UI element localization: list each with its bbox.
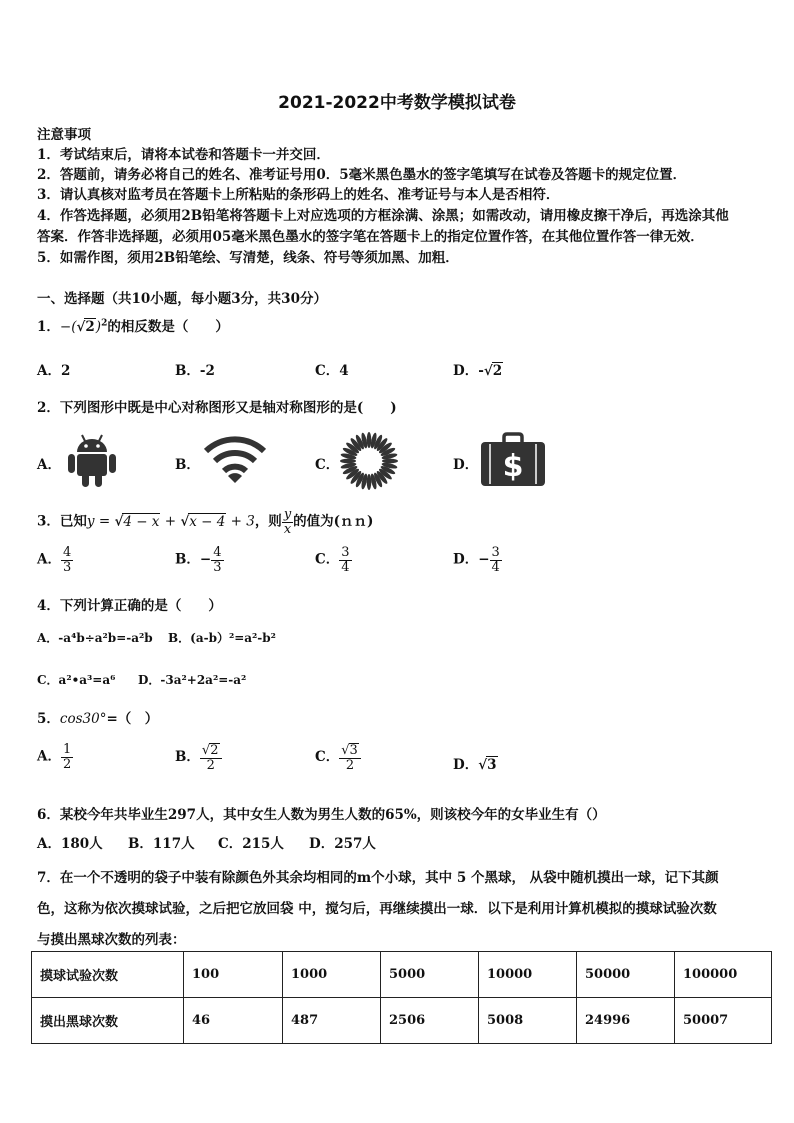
q6-option-b: B．117人 xyxy=(128,836,195,852)
q3-plus: + xyxy=(160,513,181,530)
notice-item: 答案．作答非选择题，必须用05毫米黑色墨水的签字笔在答题卡上的指定位置作答，在其他位置作答一律无效． xyxy=(37,229,704,245)
q3-option-c: C． $\frac{3}{4}$ xyxy=(315,545,350,575)
notice-item: 4．作答选择题，必须用2B铅笔将答题卡上对应选项的方框涂满、涂黑；如需改动，请用橡皮擦干净后，再选涂其他 xyxy=(37,208,729,224)
table-cell: 摸出黑球次数 xyxy=(32,998,184,1044)
table-cell: 487 xyxy=(283,998,381,1044)
q3-y: y xyxy=(86,513,95,530)
question-5: 5．cos30°=（ ） xyxy=(37,711,159,727)
trial-table xyxy=(31,951,772,1044)
table-cell: 46 xyxy=(184,998,283,1044)
q1-option-a: A．2 xyxy=(37,363,71,379)
q3-fraction: $\frac{y}{x}$ xyxy=(283,507,292,537)
svg-text:$: $ xyxy=(502,449,524,484)
q1-option-b: B．-2 xyxy=(175,363,215,379)
sunburst-ray xyxy=(367,474,372,490)
q3-option-d: D．− $\frac{3}{4}$ xyxy=(453,545,500,575)
notice-heading: 注意事项 xyxy=(37,127,91,143)
q1-suffix: ) xyxy=(95,319,102,335)
q5-option-a: A． $\frac{1}{2}$ xyxy=(37,742,72,772)
q3-then: ，则 xyxy=(254,513,282,530)
table-cell: 50007 xyxy=(675,998,772,1044)
q6-option-a: A．180人 xyxy=(37,836,103,852)
table-cell: 24996 xyxy=(577,998,675,1044)
q1-tail: 的相反数是（ ） xyxy=(107,319,229,335)
table-row xyxy=(32,998,772,1044)
table-cell: 100000 xyxy=(675,952,772,998)
sunburst-ray xyxy=(367,432,372,448)
q5-option-d: D．√3 xyxy=(453,757,497,773)
q2-option-a: A． xyxy=(37,457,61,473)
page-title: 2021-2022中考数学模拟试卷 xyxy=(278,93,516,113)
table-cell: 100 xyxy=(184,952,283,998)
question-1: 1．$-(√2)^2$的相反数是（ ） xyxy=(37,318,229,335)
table-row xyxy=(32,952,772,998)
dollar-briefcase-icon xyxy=(480,432,546,487)
question-3: 3．已知y = √4 − x + √x − 4 + 3，则 $\frac{y}{x}$ 的值为(ｎｎ) xyxy=(37,507,374,537)
q1-option-d: D．-√2 xyxy=(453,363,503,379)
wifi-icon xyxy=(202,433,268,485)
q5-expr: cos30° xyxy=(59,711,107,727)
q3-tail: 的值为(ｎｎ) xyxy=(293,513,374,530)
q4-option-a: A．-a⁴b÷a²b=-a²b xyxy=(37,631,153,645)
question-2: 2．下列图形中既是中心对称图形又是轴对称图形的是( ) xyxy=(37,400,397,416)
q2-option-c: C． xyxy=(315,457,340,473)
q5-option-b: B． $\frac{√2}{2}$ xyxy=(175,743,222,772)
notice-item: 1．考试结束后，请将本试卷和答题卡一并交回． xyxy=(37,147,330,163)
question-7-line: 色，这称为依次摸球试验，之后把它放回袋 中，搅匀后，再继续摸出一球．以下是利用计算机模拟的摸球试验次数 xyxy=(37,901,717,917)
q5-option-c: C． $\frac{√3}{2}$ xyxy=(315,743,361,772)
sunburst-ring-icon xyxy=(338,430,400,492)
q1-prefix: −( xyxy=(59,319,77,335)
q3-radicand-2: x − 4 xyxy=(189,513,226,530)
q4-option-c: C．a²•a³=a⁶ xyxy=(37,673,116,687)
q1-number: 1． xyxy=(37,319,60,335)
table-cell: 2506 xyxy=(381,998,479,1044)
table-cell: 10000 xyxy=(479,952,577,998)
section-heading: 一、选择题（共10小题，每小题3分，共30分） xyxy=(37,291,327,307)
q2-option-d: D． xyxy=(453,457,479,473)
sunburst-ray xyxy=(382,459,398,464)
q3-option-b: B．− $\frac{4}{3}$ xyxy=(175,545,222,575)
q1-option-d-label: D．- xyxy=(453,363,484,379)
notice-item: 5．如需作图，须用2B铅笔绘、写清楚，线条、符号等须加黑、加粗． xyxy=(37,250,459,266)
question-4: 4．下列计算正确的是（ ） xyxy=(37,598,222,614)
q1-radicand: 2 xyxy=(85,319,95,335)
q6-option-d: D．257人 xyxy=(309,836,376,852)
q4-option-d: D．-3a²+2a²=-a² xyxy=(138,673,247,687)
q6-option-c: C．215人 xyxy=(218,836,284,852)
sunburst-ray xyxy=(340,459,356,464)
q3-plus-three: + 3 xyxy=(226,513,255,530)
q3-eq: = xyxy=(94,513,115,530)
question-7-line: 与摸出黑球次数的列表： xyxy=(37,932,186,948)
q1-option-d-radicand: 2 xyxy=(492,363,503,379)
q3-option-a: A． $\frac{4}{3}$ xyxy=(37,545,72,575)
q3-radicand-1: 4 − x xyxy=(123,513,160,530)
table-cell: 1000 xyxy=(283,952,381,998)
q2-option-b: B． xyxy=(175,457,200,473)
q4-option-b: B．(a-b）²=a²-b² xyxy=(168,631,276,645)
notice-item: 2．答题前，请务必将自己的姓名、准考证号用0．5毫米黑色墨水的签字笔填写在试卷及答题卡的规定位置． xyxy=(37,167,687,183)
table-cell: 5008 xyxy=(479,998,577,1044)
table-cell: 50000 xyxy=(577,952,675,998)
table-cell: 摸球试验次数 xyxy=(32,952,184,998)
question-6: 6．某校今年共毕业生297人，其中女生人数为男生人数的65%，则该校今年的女毕业生有（） xyxy=(37,807,606,823)
android-robot-icon xyxy=(66,432,118,488)
table-cell: 5000 xyxy=(381,952,479,998)
notice-item: 3．请认真核对监考员在答题卡上所粘贴的条形码上的姓名、准考证号与本人是否相符． xyxy=(37,187,560,203)
question-7-line: 7．在一个不透明的袋子中装有除颜色外其余均相同的m个小球，其中 5 个黑球， 从袋中随机摸出一球，记下其颜 xyxy=(37,870,719,886)
q3-prefix: 3．已知 xyxy=(37,513,87,530)
q1-option-c: C．4 xyxy=(315,363,349,379)
q1-exponent: 2 xyxy=(101,318,108,329)
